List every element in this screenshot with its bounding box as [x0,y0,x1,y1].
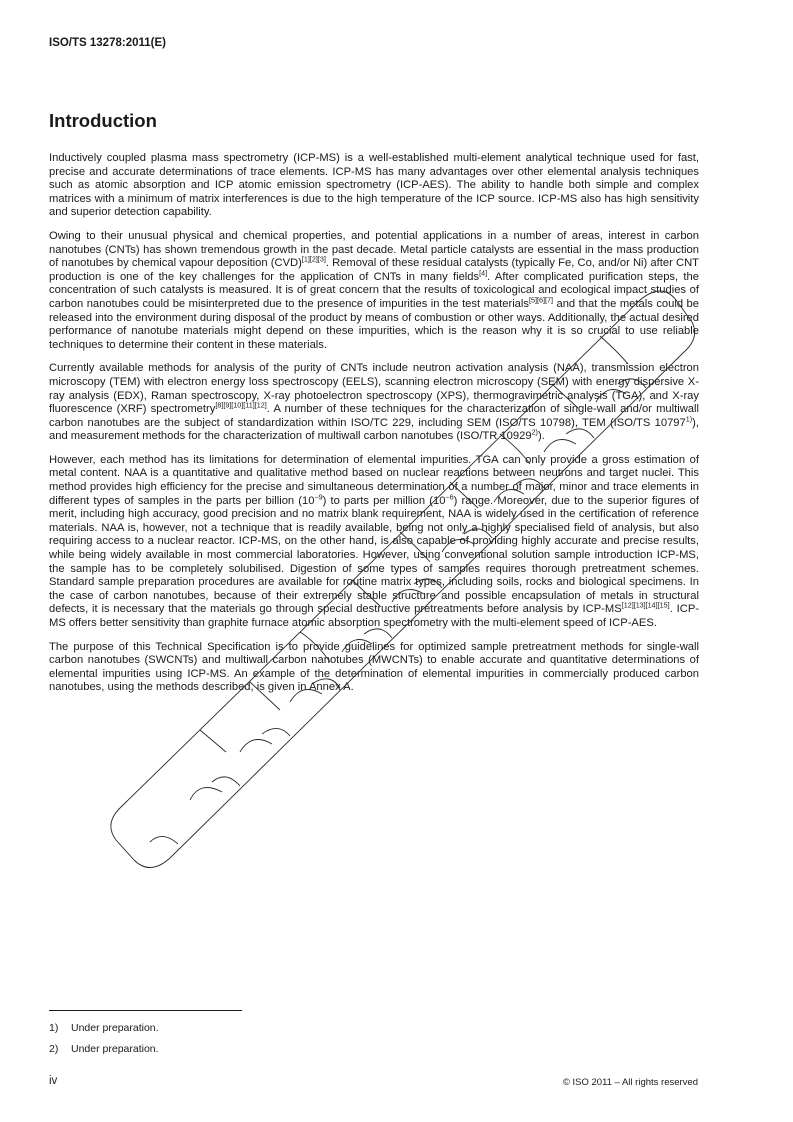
page-number: iv [49,1075,58,1087]
paragraph-text: and that the metals could be released into the environment during disposal of the product by means of combustion or other ways. Additionally, the actual desired performance of nanotube materials might depend on these impurities, which is the reason why it is so crucial to use reliable techniques to determine their content in these materials. [49,297,700,351]
paragraph-text: ) to parts per million (10 [322,494,446,507]
reference-superscript: 1) [685,413,693,423]
reference-superscript: 2) [531,427,538,437]
paragraph-text: ) range. Moreover, due to the superior figures of merit, including high accuracy, good precision and no matrix blank requirement, NAA is widely used in the certification of reference materials. NAA is, however, not a technique that is readily available, being not only a highly specialised field of analysis, but also requiring access to a nuclear reactor. ICP-MS, on the other hand, is also capable of providing highly accurate and precise results, while being widely available in most commercial laboratories. However, using conventional solution sample introduction ICP-MS, the sample has to be completely solubilised. Digestion of some types of samples requires thorough pretreatment schemes. Standard sample preparation procedures are available for routine matrix types, including soils, rocks and biological specimens. In the case of carbon nanotubes, because of their extremely stable structure and possible encapsulation of metals in structural defects, it is necessary that the materials go through special destructive pretreatments before analysis by ICP-MS [49,494,699,616]
footnote-text: Under preparation. [71,1043,159,1055]
reference-superscript: [8][9][10][11][12] [215,400,267,410]
footnote-item [49,1043,159,1055]
reference-superscript: [12][13][14][15] [621,600,670,610]
reference-superscript: [5][6][7] [529,295,553,305]
paragraph-text: Currently available methods for analysis of the purity of CNTs include neutron activation analysis (NAA), transmission electron microscopy (TEM) with electron energy loss spectroscopy (EELS), scanning electron microscopy (SEM) with energy dispersive X-ray analysis (EDX), Raman spectroscopy, X-ray photoelectron spectroscopy (XPS), thermogravimetric analysis (TGA), and X-ray fluorescence (XRF) spectrometry [49,362,699,416]
footnote-text: Under preparation. [71,1022,159,1034]
paragraph-text: ), and measurement methods for the characterization of multiwall carbon nanotubes (ISO/TR 10929 [49,416,699,443]
paragraph-text: Owing to their unusual physical and chemical properties, and potential applications in a number of areas, interest in carbon nanotubes (CNTs) has shown tremendous growth in the past decade. Metal particle catalysts are essential in the mass production of nanotubes by chemical vapour deposition (CVD) [49,229,699,270]
body-paragraph [49,362,699,444]
paragraph-text: . Removal of these residual catalysts (typically Fe, Co, and/or Ni) after CNT production is one of the key challenges for the application of CNTs in many fields [49,257,699,283]
paragraph-text: The purpose of this Technical Specification is to provide guidelines for optimized sample pretreatment methods for single-wall carbon nanotubes (SWCNTs) and multiwall carbon nanotubes (MWCNTs) to enable accurate and quantitative determinations of elemental impurities using ICP-MS. An example of the determination of elemental impurities in commercially produced carbon nanotubes, using the methods described, is given in Annex A. [49,640,699,694]
body-paragraph [49,230,699,352]
body-paragraph [49,641,699,695]
body-paragraph [49,152,699,220]
paragraph-text: However, each method has its limitations for determination of elemental impurities. TGA can only provide a gross estimation of metal content. NAA is a quantitative and qualitative method based on nuclear reactions between neutrons and target nuclei. This method provides high efficiency for the precise and simultaneous determination of a number of major, minor and trace elements in different types of samples in the parts per billion (10 [49,453,699,507]
paragraph-text: . ICP-MS offers better sensitivity than graphite furnace atomic absorption spectrometry with the multi-element speed of ICP-AES. [49,603,700,629]
footnote-item [49,1022,159,1034]
footnote-number: 2) [49,1043,59,1055]
paragraph-text: Inductively coupled plasma mass spectrometry (ICP-MS) is a well-established multi-element analytical technique used for fast, precise and accurate determinations of trace elements. ICP-MS has many advantages over other elemental analysis techniques such as atomic absorption and ICP atomic emission spectrometry (ICP-AES). The ability to handle both simple and complex matrices with a minimum of matrix interferences is due to the high temperature of the ICP source. ICP-MS also has high sensitivity and superior detection capability. [49,152,699,219]
paragraph-text: ). [537,430,545,443]
body-paragraph [49,454,699,631]
reference-superscript: −6 [445,491,454,501]
document-identifier: ISO/TS 13278:2011(E) [49,37,166,49]
footnotes [49,1022,159,1064]
paragraph-text: . A number of these techniques for the characterization of single-wall and/or multiwall carbon nanotubes are the subject of standardization within ISO/TC 229, including SEM (ISO/TS 10798), TEM (ISO/TS 10797 [49,403,699,429]
footnote-divider [49,1010,242,1011]
body-text [49,152,699,705]
reference-superscript: −9 [314,491,323,501]
reference-superscript: [4] [479,268,488,278]
reference-superscript: [1][2][3] [301,254,326,264]
paragraph-text: . After complicated purification steps, the concentration of such catalysts is measured. It is of great concern that the results of toxicological and ecological impact studies of carbon nanotubes could be misinterpreted due to the presence of impurities in the test materials [49,270,699,310]
section-title: Introduction [49,110,157,131]
copyright-notice: © ISO 2011 – All rights reserved [562,1077,698,1088]
footnote-number: 1) [49,1022,59,1034]
